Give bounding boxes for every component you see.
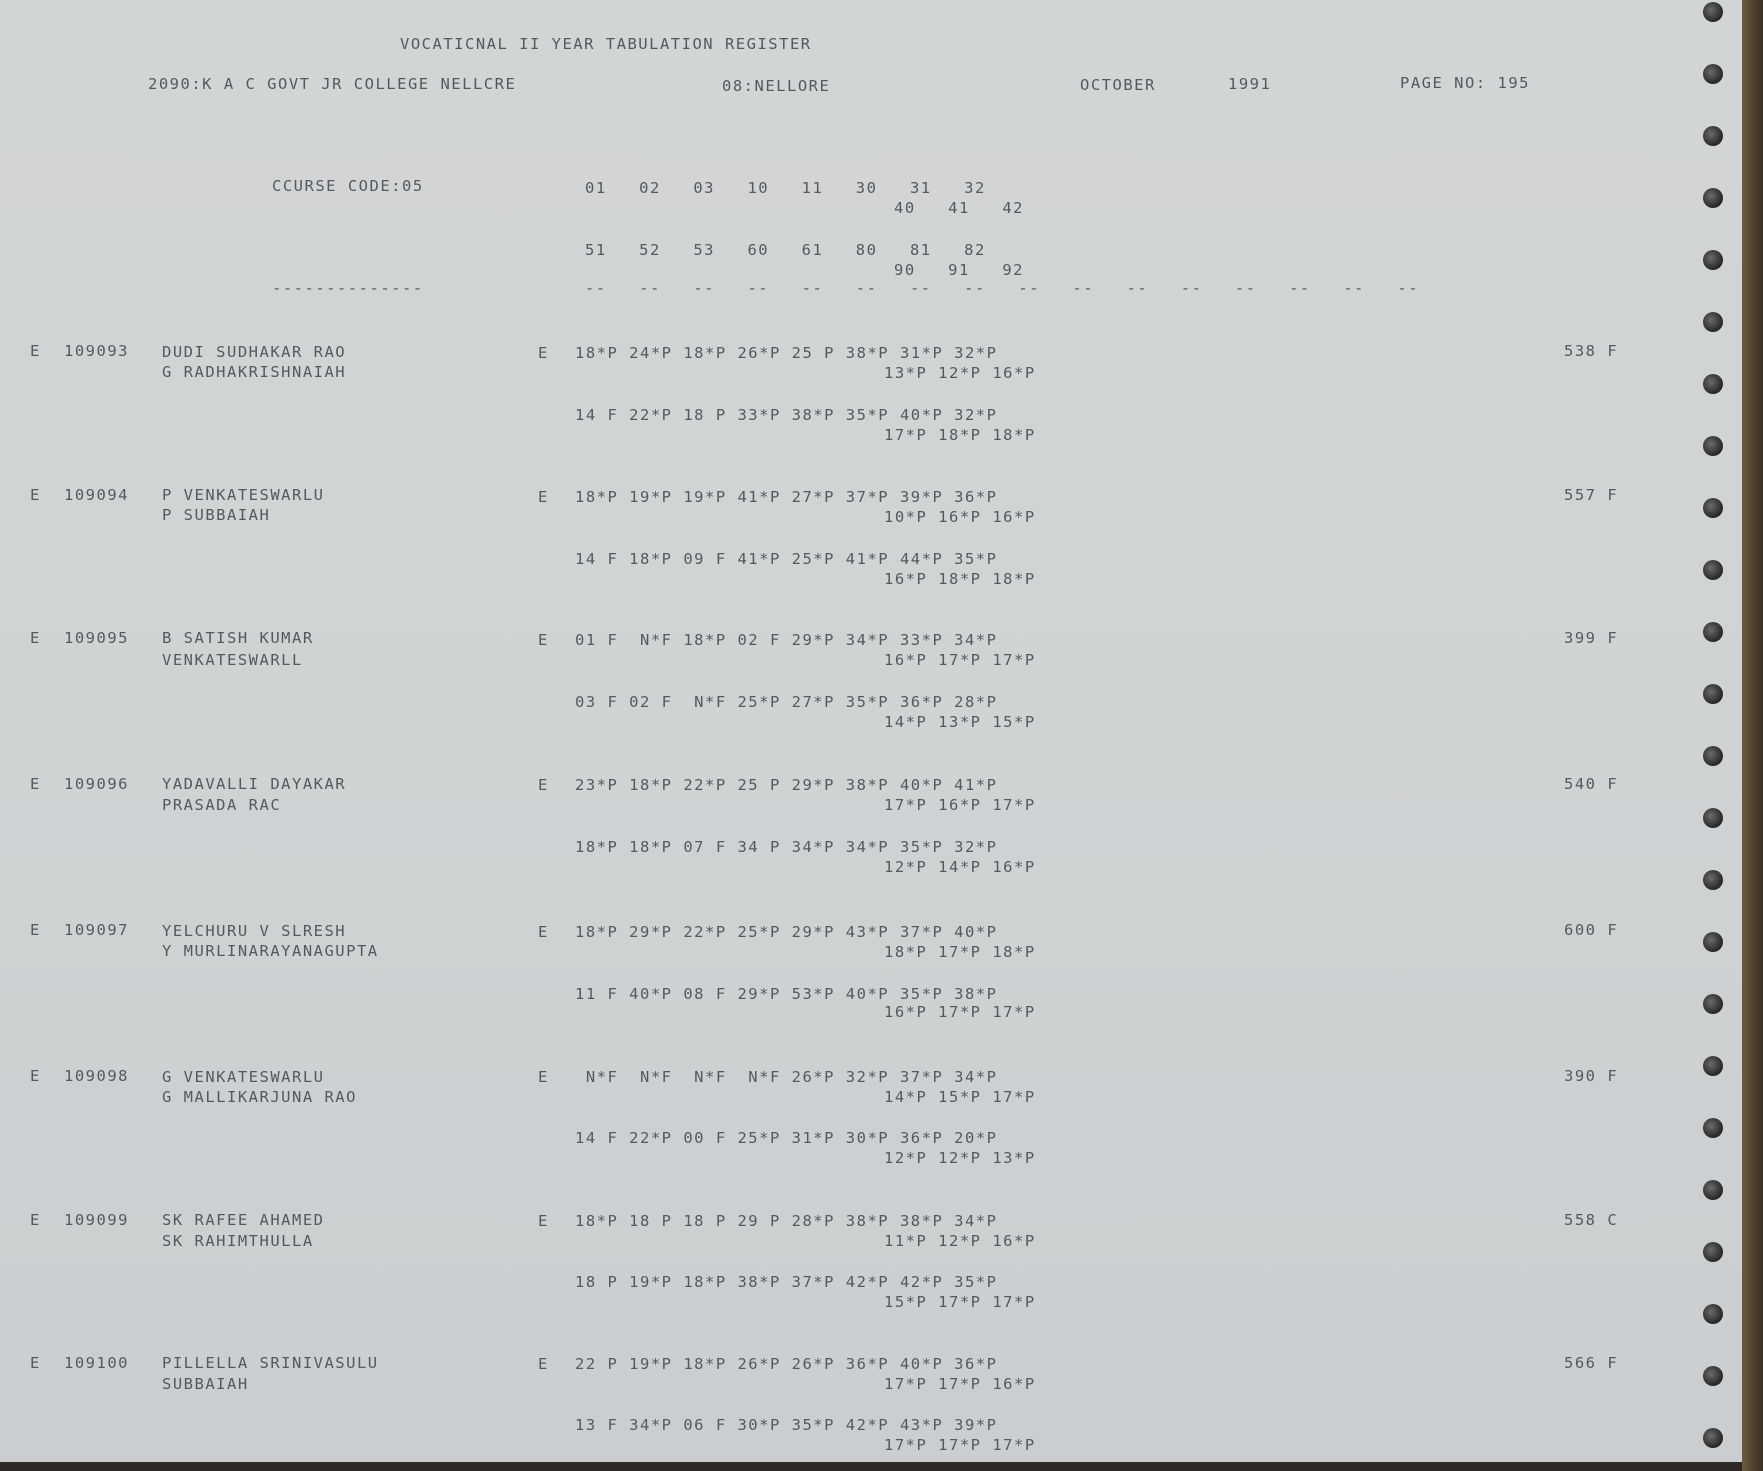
medium: E [538, 344, 549, 362]
page-number: PAGE NO: 195 [1400, 74, 1530, 92]
subject-codes-row2-extra: 90 91 92 [894, 261, 1024, 279]
marks-row2-extra: 17*P 18*P 18*P [884, 426, 1036, 444]
marks-row1: 23*P 18*P 22*P 25 P 29*P 38*P 40*P 41*P [575, 776, 998, 794]
marks-row1: 18*P 29*P 22*P 25*P 29*P 43*P 37*P 40*P [575, 923, 998, 941]
course-code-label: CCURSE CODE:05 [272, 177, 424, 195]
district-name: 08:NELLORE [722, 77, 831, 95]
total-result: 566 F [1564, 1354, 1619, 1372]
medium: E [538, 1212, 549, 1230]
student-name: DUDI SUDHAKAR RAO [162, 343, 347, 361]
subject-codes-row2: 51 52 53 60 61 80 81 82 [585, 241, 986, 259]
marks-row1-extra: 14*P 15*P 17*P [884, 1088, 1036, 1106]
record-type: E [30, 629, 41, 647]
register-title: VOCATICNAL II YEAR TABULATION REGISTER [400, 35, 812, 53]
medium: E [538, 1355, 549, 1373]
marks-row2: 14 F 22*P 18 P 33*P 38*P 35*P 40*P 32*P [575, 406, 998, 424]
feed-hole [1703, 994, 1723, 1014]
course-underline: -------------- [272, 279, 424, 297]
subject-codes-row1: 01 02 03 10 11 30 31 32 [585, 179, 986, 197]
marks-row1: 18*P 18 P 18 P 29 P 28*P 38*P 38*P 34*P [575, 1212, 998, 1230]
total-result: 557 F [1564, 486, 1619, 504]
marks-row1: 01 F N*F 18*P 02 F 29*P 34*P 33*P 34*P [575, 631, 998, 649]
marks-row1: 18*P 19*P 19*P 41*P 27*P 37*P 39*P 36*P [575, 488, 998, 506]
feed-hole [1703, 1118, 1723, 1138]
marks-row1-extra: 11*P 12*P 16*P [884, 1232, 1036, 1250]
student-name: YELCHURU V SLRESH [162, 922, 347, 940]
medium: E [538, 1068, 549, 1086]
exam-year: 1991 [1228, 75, 1272, 93]
subject-codes-row1-extra: 40 41 42 [894, 199, 1024, 217]
total-result: 538 F [1564, 342, 1619, 360]
roll-number: 109095 [64, 629, 129, 647]
marks-row2: 18 P 19*P 18*P 38*P 37*P 42*P 42*P 35*P [575, 1273, 998, 1291]
student-name: G VENKATESWARLU [162, 1068, 325, 1086]
marks-row2-extra: 17*P 17*P 17*P [884, 1436, 1036, 1454]
record-type: E [30, 486, 41, 504]
total-result: 558 C [1564, 1211, 1619, 1229]
marks-row2: 14 F 22*P 00 F 25*P 31*P 30*P 36*P 20*P [575, 1129, 998, 1147]
student-name: SK RAFEE AHAMED [162, 1211, 325, 1229]
binder-edge [1742, 0, 1763, 1471]
total-result: 399 F [1564, 629, 1619, 647]
parent-name: G RADHAKRISHNAIAH [162, 363, 347, 381]
marks-row1: 22 P 19*P 18*P 26*P 26*P 36*P 40*P 36*P [575, 1355, 998, 1373]
marks-row1-extra: 13*P 12*P 16*P [884, 364, 1036, 382]
marks-row1-extra: 17*P 16*P 17*P [884, 796, 1036, 814]
marks-row2-extra: 16*P 18*P 18*P [884, 570, 1036, 588]
roll-number: 109100 [64, 1354, 129, 1372]
marks-row2-extra: 12*P 12*P 13*P [884, 1149, 1036, 1167]
medium: E [538, 923, 549, 941]
student-name: YADAVALLI DAYAKAR [162, 775, 347, 793]
marks-row1-extra: 17*P 17*P 16*P [884, 1375, 1036, 1393]
feed-hole [1703, 746, 1723, 766]
feed-hole [1703, 436, 1723, 456]
total-result: 390 F [1564, 1067, 1619, 1085]
page-bottom-edge [0, 1462, 1742, 1471]
record-type: E [30, 1354, 41, 1372]
feed-hole [1703, 1056, 1723, 1076]
student-name: B SATISH KUMAR [162, 629, 314, 647]
parent-name: VENKATESWARLL [162, 651, 303, 669]
feed-hole [1703, 374, 1723, 394]
record-type: E [30, 342, 41, 360]
record-type: E [30, 1211, 41, 1229]
feed-hole [1703, 808, 1723, 828]
parent-name: Y MURLINARAYANAGUPTA [162, 942, 379, 960]
marks-row1: 18*P 24*P 18*P 26*P 25 P 38*P 31*P 32*P [575, 344, 998, 362]
feed-hole [1703, 684, 1723, 704]
parent-name: P SUBBAIAH [162, 506, 271, 524]
roll-number: 109098 [64, 1067, 129, 1085]
record-type: E [30, 1067, 41, 1085]
medium: E [538, 488, 549, 506]
feed-hole [1703, 64, 1723, 84]
student-name: PILLELLA SRINIVASULU [162, 1354, 379, 1372]
medium: E [538, 776, 549, 794]
record-type: E [30, 921, 41, 939]
marks-row1-extra: 10*P 16*P 16*P [884, 508, 1036, 526]
feed-hole [1703, 1242, 1723, 1262]
total-result: 600 F [1564, 921, 1619, 939]
feed-hole [1703, 250, 1723, 270]
feed-hole [1703, 2, 1723, 22]
marks-row2-extra: 12*P 14*P 16*P [884, 858, 1036, 876]
feed-hole [1703, 560, 1723, 580]
student-name: P VENKATESWARLU [162, 486, 325, 504]
marks-row2: 03 F 02 F N*F 25*P 27*P 35*P 36*P 28*P [575, 693, 998, 711]
parent-name: PRASADA RAC [162, 796, 282, 814]
parent-name: SK RAHIMTHULLA [162, 1232, 314, 1250]
roll-number: 109096 [64, 775, 129, 793]
feed-hole [1703, 1428, 1723, 1448]
feed-hole [1703, 870, 1723, 890]
roll-number: 109099 [64, 1211, 129, 1229]
roll-number: 109093 [64, 342, 129, 360]
college-name: 2090:K A C GOVT JR COLLEGE NELLCRE [148, 75, 517, 93]
feed-hole [1703, 126, 1723, 146]
feed-hole [1703, 1366, 1723, 1386]
feed-hole [1703, 932, 1723, 952]
exam-month: OCTOBER [1080, 76, 1156, 94]
medium: E [538, 631, 549, 649]
record-type: E [30, 775, 41, 793]
feed-hole [1703, 622, 1723, 642]
feed-hole [1703, 1180, 1723, 1200]
marks-row1: N*F N*F N*F N*F 26*P 32*P 37*P 34*P [575, 1068, 998, 1086]
marks-row2: 14 F 18*P 09 F 41*P 25*P 41*P 44*P 35*P [575, 550, 998, 568]
feed-hole [1703, 188, 1723, 208]
marks-row2: 18*P 18*P 07 F 34 P 34*P 34*P 35*P 32*P [575, 838, 998, 856]
feed-hole [1703, 498, 1723, 518]
marks-row1-extra: 16*P 17*P 17*P [884, 651, 1036, 669]
marks-row2: 13 F 34*P 06 F 30*P 35*P 42*P 43*P 39*P [575, 1416, 998, 1434]
marks-row2: 11 F 40*P 08 F 29*P 53*P 40*P 35*P 38*P [575, 985, 998, 1003]
feed-hole [1703, 312, 1723, 332]
marks-row2-extra: 15*P 17*P 17*P [884, 1293, 1036, 1311]
total-result: 540 F [1564, 775, 1619, 793]
marks-row2-extra: 16*P 17*P 17*P [884, 1003, 1036, 1021]
column-underlines: -- -- -- -- -- -- -- -- -- -- -- -- -- -- -- -- [585, 279, 1420, 297]
roll-number: 109097 [64, 921, 129, 939]
feed-hole [1703, 1304, 1723, 1324]
roll-number: 109094 [64, 486, 129, 504]
marks-row1-extra: 18*P 17*P 18*P [884, 943, 1036, 961]
parent-name: G MALLIKARJUNA RAO [162, 1088, 357, 1106]
marks-row2-extra: 14*P 13*P 15*P [884, 713, 1036, 731]
parent-name: SUBBAIAH [162, 1375, 249, 1393]
